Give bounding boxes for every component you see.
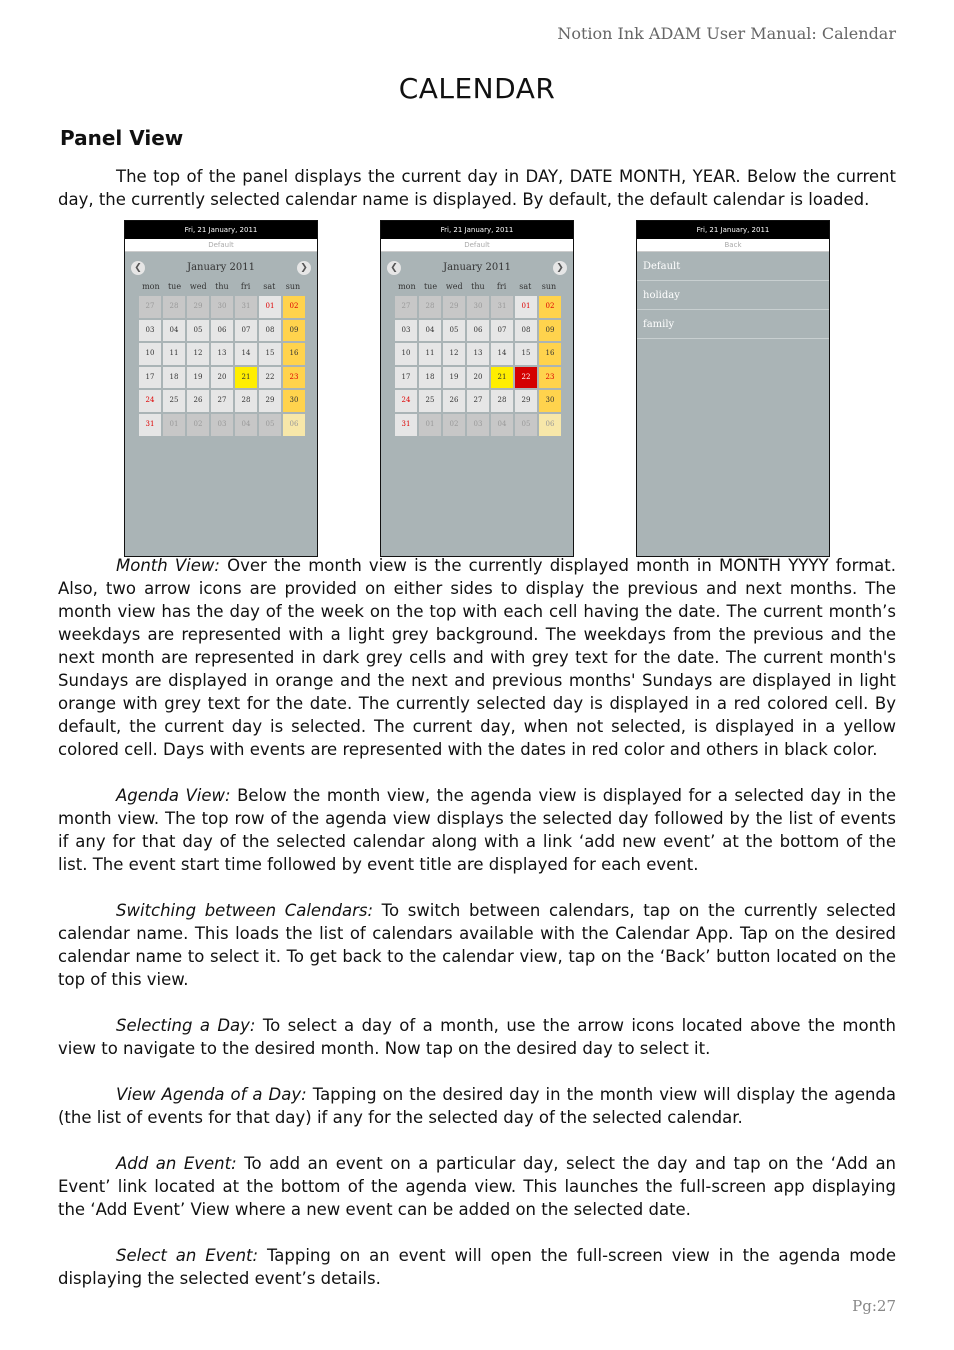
day-cell[interactable]: 11 [419,343,441,365]
day-cell[interactable]: 22 [259,367,281,389]
day-cell[interactable]: 02 [187,414,209,436]
page-title: CALENDAR [398,72,556,105]
day-cell[interactable]: 25 [163,390,185,412]
weekday-header [395,282,561,291]
phone-screenshot-calendar-list [636,220,830,557]
day-cell[interactable]: 31 [395,414,417,436]
running-header: Notion Ink ADAM User Manual: Calendar [557,24,896,43]
day-cell[interactable]: 27 [139,296,161,318]
current-date-bar: Fri, 21 January, 2011 [637,221,829,239]
month-title: January 2011 [443,262,511,273]
month-title: January 2011 [187,262,255,273]
day-cell[interactable]: 13 [211,343,233,365]
day-cell[interactable]: 02 [539,296,561,318]
day-cell[interactable]: 09 [283,320,305,342]
intro-paragraph: The top of the panel displays the current day in DAY, DATE MONTH, YEAR. Below the current day, the currently selected calendar name is displayed. By default, the default calendar is loaded. [58,167,896,209]
weekday-label: sun [541,282,557,291]
day-cell[interactable]: 08 [515,320,537,342]
day-cell[interactable]: 19 [187,367,209,389]
day-cell[interactable]: 15 [515,343,537,365]
phone-screenshot-selected-day [380,220,574,557]
day-cell[interactable]: 12 [187,343,209,365]
day-cell[interactable]: 02 [443,414,465,436]
day-cell[interactable]: 12 [443,343,465,365]
day-cell[interactable]: 06 [283,414,305,436]
day-cell[interactable]: 15 [259,343,281,365]
weekday-label: fri [240,282,251,291]
day-cell[interactable]: 29 [187,296,209,318]
day-cell[interactable]: 28 [235,390,257,412]
body-paragraph [58,554,896,761]
day-cell[interactable]: 03 [139,320,161,342]
day-cell[interactable]: 03 [395,320,417,342]
chevron-right-icon[interactable]: ❯ [553,261,567,275]
day-cell[interactable]: 11 [163,343,185,365]
weekday-header [139,282,305,291]
day-cell[interactable]: 20 [211,367,233,389]
day-cell[interactable]: 01 [515,296,537,318]
day-cell[interactable]: 29 [515,390,537,412]
day-cell[interactable]: 29 [259,390,281,412]
day-cell[interactable]: 18 [163,367,185,389]
day-cell[interactable]: 30 [283,390,305,412]
weekday-label: sat [519,282,532,291]
day-cell[interactable]: 27 [211,390,233,412]
body-paragraph [58,1244,896,1290]
day-cell[interactable]: 18 [419,367,441,389]
chevron-left-icon[interactable]: ❮ [387,261,401,275]
day-cell[interactable]: 06 [211,320,233,342]
day-cell[interactable]: 30 [539,390,561,412]
day-cell[interactable]: 27 [395,296,417,318]
day-cell[interactable]: 21 [491,367,513,389]
phone-screenshot-month-view [124,220,318,557]
body-paragraph [58,1083,896,1129]
paragraph-lead: Switching between Calendars: [116,901,374,920]
calendar-list-item[interactable]: Default [637,252,829,281]
paragraph-lead: Select an Event: [116,1246,259,1265]
day-cell[interactable]: 04 [419,320,441,342]
day-cell[interactable]: 08 [259,320,281,342]
paragraph-text: Below the month view, the agenda view is displayed for a selected day in the month view. The top row of the agenda view displays the selected day followed by the list of events if any for that day of the selected calendar along with a link ‘add new event’ at the bottom of the list. The event start time followed by event title are displayed for each event. [58,786,897,874]
day-cell[interactable]: 02 [283,296,305,318]
day-cell[interactable]: 16 [283,343,305,365]
body-text [58,554,896,1290]
calendar-list-item[interactable]: family [637,310,829,339]
paragraph-text: Tapping on an event will open the full-screen view in the agenda mode displaying the selected event’s details. [58,1246,896,1288]
paragraph-lead: Selecting a Day: [116,1016,256,1035]
weekday-label: wed [189,282,207,291]
weekday-label: tue [167,282,182,291]
day-cell[interactable]: 27 [467,390,489,412]
day-cell[interactable]: 04 [491,414,513,436]
day-cell[interactable]: 14 [235,343,257,365]
day-cell[interactable]: 05 [515,414,537,436]
day-cell[interactable]: 17 [395,367,417,389]
day-cell[interactable]: 10 [139,343,161,365]
day-cell[interactable]: 01 [419,414,441,436]
day-cell[interactable]: 10 [395,343,417,365]
month-grid [139,296,305,436]
weekday-label: tue [423,282,438,291]
day-cell[interactable]: 28 [491,390,513,412]
back-button[interactable]: Back [637,239,829,252]
day-cell[interactable]: 03 [211,414,233,436]
day-cell[interactable]: 03 [467,414,489,436]
month-nav [125,258,317,278]
calendar-list [637,252,829,556]
day-cell[interactable]: 05 [259,414,281,436]
day-cell[interactable]: 31 [491,296,513,318]
paragraph-lead: View Agenda of a Day: [116,1085,307,1104]
day-cell[interactable]: 06 [467,320,489,342]
day-cell[interactable]: 09 [539,320,561,342]
weekday-label: sun [285,282,301,291]
day-cell[interactable]: 24 [139,390,161,412]
chevron-left-icon[interactable]: ❮ [131,261,145,275]
day-cell[interactable]: 24 [395,390,417,412]
day-cell[interactable]: 31 [139,414,161,436]
day-cell[interactable]: 21 [235,367,257,389]
weekday-label: mon [398,282,416,291]
current-date-bar: Fri, 21 January, 2011 [125,221,317,239]
paragraph-text: To select a day of a month, use the arrow icons located above the month view to navigate to the desired month. Now tap on the desired day to select it. [58,1016,896,1058]
calendar-name[interactable]: Default [381,239,573,252]
day-cell[interactable]: 20 [467,367,489,389]
day-cell[interactable]: 13 [467,343,489,365]
day-cell[interactable]: 14 [491,343,513,365]
weekday-label: fri [496,282,507,291]
body-paragraph [58,784,896,876]
current-date-bar: Fri, 21 January, 2011 [381,221,573,239]
day-cell[interactable]: 23 [539,367,561,389]
day-cell[interactable]: 01 [259,296,281,318]
day-cell[interactable]: 04 [163,320,185,342]
day-cell[interactable]: 19 [443,367,465,389]
day-cell[interactable]: 28 [419,296,441,318]
day-cell[interactable]: 07 [235,320,257,342]
calendar-name[interactable]: Default [125,239,317,252]
month-grid [395,296,561,436]
day-cell[interactable]: 26 [443,390,465,412]
day-cell[interactable]: 31 [235,296,257,318]
day-cell[interactable]: 05 [187,320,209,342]
day-cell[interactable]: 29 [443,296,465,318]
day-cell[interactable]: 30 [211,296,233,318]
body-paragraph [58,1014,896,1060]
body-paragraph [58,899,896,991]
paragraph-lead: Agenda View: [116,786,231,805]
weekday-label: mon [142,282,160,291]
day-cell[interactable]: 06 [539,414,561,436]
day-cell[interactable]: 23 [283,367,305,389]
day-cell[interactable]: 22 [515,367,537,389]
paragraph-text: Tapping on the desired day in the month view will display the agenda (the list of events for that day) if any for the selected day of the selected calendar. [58,1085,897,1127]
day-cell[interactable]: 28 [163,296,185,318]
day-cell[interactable]: 17 [139,367,161,389]
day-cell[interactable]: 01 [163,414,185,436]
calendar-list-item[interactable]: holiday [637,281,829,310]
paragraph-text: To add an event on a particular day, select the day and tap on the ‘Add an Event’ link located at the bottom of the agenda view. This launches the full-screen app displaying the ‘Add Event’ View where a new event can be added on the selected date. [58,1154,897,1219]
page-number: Pg:27 [852,1297,896,1315]
day-cell[interactable]: 04 [235,414,257,436]
section-title: Panel View [60,126,184,150]
paragraph-lead: Month View: [116,556,220,575]
body-paragraph [58,1152,896,1221]
chevron-right-icon[interactable]: ❯ [297,261,311,275]
day-cell[interactable]: 05 [443,320,465,342]
weekday-label: sat [263,282,276,291]
paragraph-text: To switch between calendars, tap on the currently selected calendar name. This loads the list of calendars available with the Calendar App. Tap on the desired calendar name to select it. To get back to the calendar view, tap on the ‘Back’ button located on the top of this view. [58,901,896,989]
day-cell[interactable]: 16 [539,343,561,365]
paragraph-text: Over the month view is the currently displayed month in MONTH YYYY format. Also, two arrow icons are provided on either sides to display the previous and next months. The month view has the day of the week on the top with each cell having the date. The current month’s weekdays are represented with a light grey background. The weekdays from the previous and the next month are represented in dark grey cells and with grey text for the date. The current month's Sundays are displayed in orange and the next and previous months' Sundays are displayed in light orange with grey text for the date. The currently selected day is displayed in a red colored cell. By default, the current day is selected. The current day, when not selected, is displayed in a yellow colored cell. Days with events are represented with the dates in red color and others in black color. [58,556,896,759]
weekday-label: thu [471,282,485,291]
month-nav [381,258,573,278]
weekday-label: thu [215,282,229,291]
paragraph-lead: Add an Event: [116,1154,237,1173]
day-cell[interactable]: 07 [491,320,513,342]
day-cell[interactable]: 26 [187,390,209,412]
day-cell[interactable]: 30 [467,296,489,318]
day-cell[interactable]: 25 [419,390,441,412]
weekday-label: wed [445,282,463,291]
